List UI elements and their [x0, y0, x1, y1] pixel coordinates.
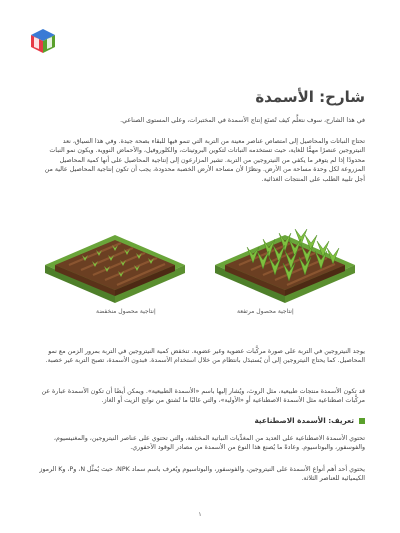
crop-yield-figure [35, 207, 365, 319]
caption-high-yield: إنتاجية محصول مرتفعة [237, 308, 294, 315]
paragraph-soil-nitrogen: يوجد النيتروجين في التربة على صورة مركَّبات عضوية وغير عضوية. تنخفض كمية النيتروجين في التربة بمرور الزمن مع نمو المحاصيل. كما يحتاج النيتروجين إلى أن يُستبدَل بانتظام من خلال استخدام الأسمدة. فبدون الأسمدة، تصبح التربة غير خصبة. [45, 348, 365, 364]
paragraph-npk: يحتوي أحد أهم أنواع الأسمدة على النيتروجين، والفوسفور، والبوتاسيوم ويُعرف باسم سماد NPK، حيث يُمثِّل N، وP، وK الرموز الكيميائية للعناصر الثلاثة. [39, 466, 365, 482]
high-yield-plot [215, 229, 355, 303]
green-square-icon [359, 418, 365, 424]
low-yield-plot [45, 235, 185, 303]
paragraph-fertilizer-types: قد تكون الأسمدة منتجات طبيعية، مثل الروث، ويُشار إليها باسم «الأسمدة الطبيعية». ويمكن أيضًا أن تكون الأسمدة عبارة عن مركَّبات اصطناعية مثل الأسمدة الاصطناعية أو «الأولية»، والتي غالبًا ما تُشتق من نواتج الزيت أو الغاز. [41, 388, 365, 404]
brand-logo-icon [30, 28, 56, 54]
definition-heading-text: تعريف: الأسمدة الاصطناعية [254, 416, 354, 425]
paragraph-definition: تحتوي الأسمدة الاصطناعية على العديد من المغذِّيات النباتية المختلفة، والتي تحتوي على عناصر النيتروجين، والمغنيسيوم، والفوسفور، والبوتاسيوم. وعادةً ما يُصنع هذا النوع من الأسمدة من مصادر الوقود الأحفوري. [53, 435, 365, 451]
paragraph-nitrogen-need: تحتاج النباتات والمحاصيل إلى امتصاص عناصر معينة من التربة التي تنمو فيها للبقاء بصحة جيدة. وفي هذا السياق، نعد النيتروجين عنصرًا مهمًّا للغاية، حيث تستخدمه النباتات لتكوين البروتينات، والكلوروفيل، والأحماض النووية. ويكون نمو النبات محدودًا إذا لم يتوفر ما يكفي من النيتروجين من التربة. تشير المزارعون إلى إنتاجية المحاصيل على أنها كمية المحاصيل المزروعة لكل وحدة مساحة من الأرض. ونظرًا لأن مساحة الأرض الخصبة محدودة، يجب أن تكون إنتاجية المحاصيل عالية من أجل تلبية الطلب على المنتجات الغذائية. [44, 138, 365, 183]
caption-low-yield: إنتاجية محصول منخفضة [96, 308, 156, 315]
definition-heading [254, 416, 365, 425]
page-number: ١ [198, 511, 202, 518]
page-title: شارح: الأسمدة [255, 88, 365, 106]
intro-text: في هذا الشارح، سوف نتعلَّم كيف تُصنَع إنتاج الأسمدة في المختبرات، وعلى المستوى الصناعي. [120, 117, 365, 124]
